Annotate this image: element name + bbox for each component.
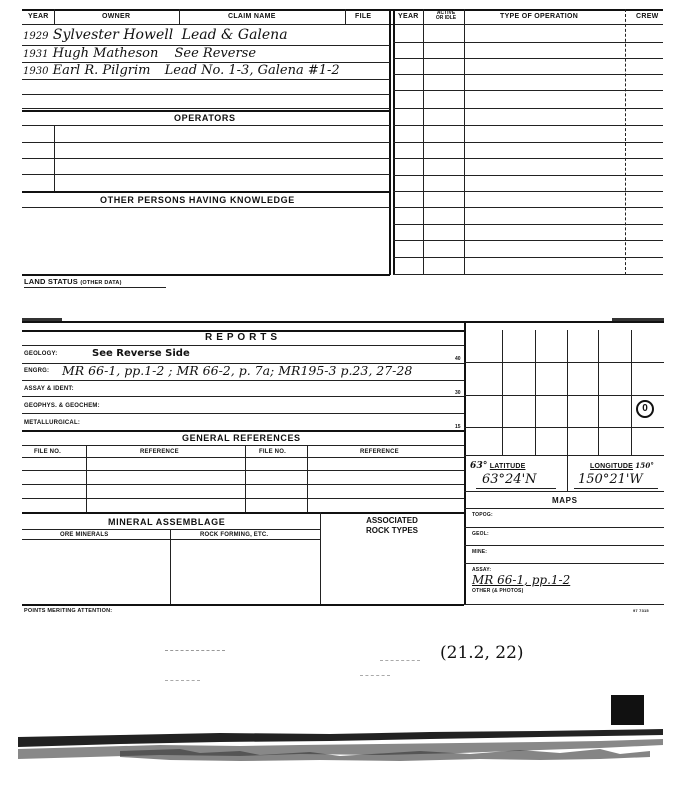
divider (567, 330, 568, 455)
mine-label: MINE: (472, 549, 488, 555)
points-label: POINTS MERITING ATTENTION: (24, 608, 113, 614)
rule (464, 527, 664, 528)
longitude-header (590, 461, 654, 470)
reports-heading: R E P O R T S (205, 332, 278, 343)
rule (22, 191, 390, 193)
rule (393, 90, 663, 91)
rule (22, 539, 320, 540)
rule (393, 207, 663, 208)
latitude-value: 63°24'N (482, 472, 537, 487)
latitude-prefix: 63° (470, 461, 488, 471)
owner-name: Sylvester Howell (52, 27, 174, 43)
rule (393, 175, 663, 176)
margin-number: 15 (455, 424, 461, 430)
ref-reference-header: REFERENCE (140, 449, 179, 455)
rule (464, 427, 664, 428)
maps-heading: MAPS (552, 496, 578, 505)
header-owner: OWNER (102, 13, 131, 20)
assay-map-value: MR 66-1, pp.1-2 (472, 573, 571, 587)
circle-mark: 0 (636, 400, 654, 418)
rule (22, 512, 464, 514)
rule (22, 484, 464, 485)
rule (22, 207, 390, 208)
rule (22, 430, 464, 432)
divider (86, 445, 87, 512)
ref-file-no-header: FILE NO. (34, 449, 61, 455)
rule (476, 488, 556, 489)
margin-number: 40 (455, 356, 461, 362)
engrg-value: MR 66-1, pp.1-2 ; MR 66-2, p. 7a; MR195-3 p.23, 27-28 (62, 363, 413, 378)
geology-label: GEOLOGY: (24, 351, 58, 357)
land-status-text: LAND STATUS (24, 277, 79, 286)
owner-name: Hugh Matheson (52, 46, 159, 61)
owner-row-3 (23, 63, 340, 78)
rule (22, 445, 464, 446)
rule (393, 240, 663, 241)
points-coords: (21.2, 22) (440, 643, 524, 663)
land-status-sub: (OTHER DATA) (80, 280, 122, 286)
rule (22, 413, 464, 414)
associated-line-1: ASSOCIATED (366, 516, 418, 525)
rule (22, 9, 663, 11)
rule (464, 362, 664, 363)
geophys-label: GEOPHYS. & GEOCHEM: (24, 403, 100, 409)
land-status-label (24, 277, 122, 286)
mineral-assemblage-heading: MINERAL ASSEMBLAGE (108, 517, 226, 527)
engrg-label: ENGRG: (24, 368, 50, 374)
rule (22, 108, 390, 109)
divider (567, 455, 568, 491)
header-active-or-idle (428, 11, 464, 21)
rule (22, 274, 390, 276)
rule (22, 321, 664, 323)
rule (22, 125, 390, 126)
geol-label: GEOL: (472, 531, 489, 537)
operators-heading: OPERATORS (174, 113, 236, 123)
rule (393, 158, 663, 159)
scan-speckle (165, 680, 200, 681)
owner-year: 1930 (23, 66, 49, 77)
rule (393, 142, 663, 143)
header-claim-name: CLAIM NAME (228, 13, 276, 20)
rule (22, 529, 320, 530)
longitude-suffix: 150° (635, 461, 655, 470)
assay-label: ASSAY & IDENT: (24, 386, 74, 392)
rule (22, 174, 390, 175)
rule (393, 108, 663, 109)
associated-rock-types-heading (330, 516, 454, 536)
header-type-of-operation: TYPE OF OPERATION (500, 13, 579, 20)
ref-file-no-header-2: FILE NO. (259, 449, 286, 455)
margin-number: 30 (455, 390, 461, 396)
rule (22, 24, 663, 25)
rule (393, 58, 663, 59)
rule (24, 287, 166, 288)
longitude-value: 150°21'W (578, 472, 643, 487)
rule (464, 508, 664, 509)
rule (464, 545, 664, 546)
scan-speckle (380, 660, 420, 661)
rule (393, 224, 663, 225)
rule (393, 274, 663, 275)
general-references-heading: GENERAL REFERENCES (182, 433, 301, 443)
rule (393, 42, 663, 43)
claim-name: See Reverse (174, 46, 257, 61)
latitude-label: LATITUDE (489, 463, 526, 470)
rule (22, 498, 464, 499)
owner-name: Earl R. Pilgrim (52, 63, 151, 78)
rule (22, 142, 390, 143)
metallurgical-label: METALLURGICAL: (24, 420, 81, 426)
divider (245, 445, 246, 512)
header-year-2: YEAR (398, 13, 419, 20)
rock-forming-header: ROCK FORMING, ETC. (200, 532, 269, 538)
divider (464, 321, 466, 604)
header-or-idle: OR IDLE (435, 15, 457, 21)
other-photos-label: OTHER (& PHOTOS) (472, 588, 524, 594)
divider (307, 445, 308, 512)
rule (464, 491, 664, 492)
rule (22, 604, 464, 606)
header-year: YEAR (28, 13, 49, 20)
assay-map-label: ASSAY: (472, 567, 492, 573)
owner-year: 1931 (23, 49, 49, 60)
rule (22, 158, 390, 159)
owner-row-1 (23, 27, 288, 43)
topog-label: TOPOG: (472, 512, 493, 518)
divider (179, 9, 180, 25)
rule (22, 457, 464, 458)
rule (464, 604, 664, 605)
scan-speckle (165, 650, 225, 651)
ore-minerals-header: ORE MINERALS (60, 532, 109, 538)
rule (464, 563, 664, 564)
geology-value: See Reverse Side (92, 348, 190, 359)
rule (574, 488, 658, 489)
rule (22, 470, 464, 471)
rule (464, 455, 664, 456)
rule (22, 110, 390, 112)
claim-name: Lead & Galena (181, 27, 288, 43)
divider (631, 330, 632, 455)
divider (598, 330, 599, 455)
rule (393, 191, 663, 192)
scan-edge-band (0, 715, 678, 775)
rule (22, 380, 464, 381)
divider (502, 330, 503, 455)
owner-year: 1929 (23, 31, 49, 42)
claim-name: Lead No. 1-3, Galena #1-2 (164, 63, 340, 78)
divider (54, 9, 55, 25)
rule (393, 125, 663, 126)
owner-row-2 (23, 46, 256, 61)
scan-speckle (360, 675, 390, 676)
header-file: FILE (355, 13, 372, 20)
other-persons-heading: OTHER PERSONS HAVING KNOWLEDGE (100, 195, 295, 205)
header-active: ACTIVE (436, 10, 456, 16)
associated-line-2: ROCK TYPES (365, 526, 418, 535)
divider (535, 330, 536, 455)
latitude-header (470, 461, 525, 471)
ref-reference-header-2: REFERENCE (360, 449, 399, 455)
rule (393, 74, 663, 75)
divider (320, 512, 321, 604)
header-crew: CREW (636, 13, 659, 20)
rule (464, 395, 664, 396)
rule (22, 79, 390, 80)
divider (170, 529, 171, 604)
rule (22, 345, 464, 346)
rule (22, 94, 390, 95)
longitude-label: LONGITUDE (590, 463, 634, 470)
rule (22, 396, 464, 397)
form-number: 97 7315 (633, 608, 649, 613)
rule (393, 257, 663, 258)
divider (345, 9, 346, 25)
